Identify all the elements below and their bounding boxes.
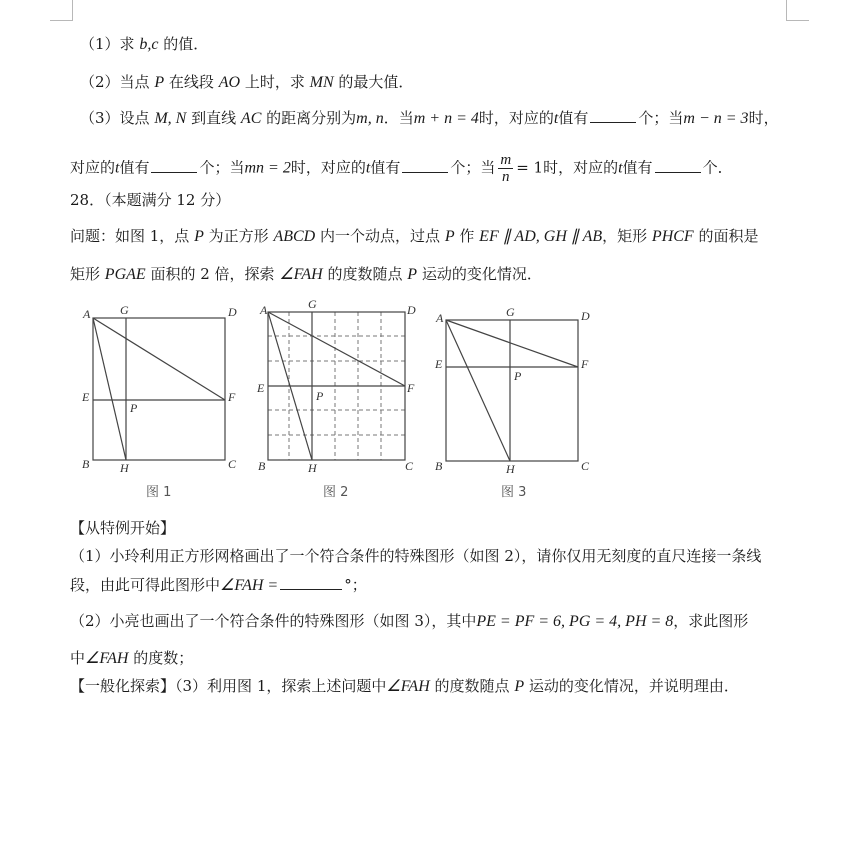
label-b: B — [258, 459, 266, 473]
figure-1 — [78, 300, 240, 505]
square-abcd — [93, 318, 225, 460]
section-heading-special: 【从特例开始】 — [70, 519, 176, 537]
q28-part1: （1）小玲利用正方形网格画出了一个符合条件的特殊图形（如图 2），请你仅用无刻度的直尺连接一条线 — [70, 547, 762, 565]
label-g: G — [308, 300, 317, 311]
label-d: D — [581, 309, 590, 323]
label-e: E — [257, 381, 265, 395]
label-e: E — [435, 357, 443, 371]
page-corner-mark — [786, 0, 809, 21]
q27-part1: （1）求 b,c 的值． — [80, 35, 209, 53]
label-d: D — [228, 305, 237, 319]
q27-part3-cont: 对应的t值有 个；当mn = 2时，对应的t值有 个；当 $\frac{m}{n}$ = 1时，对应的t值有 个． — [70, 152, 733, 185]
label-f: F — [581, 357, 589, 371]
label-e: E — [82, 390, 90, 404]
q28-header: 28．（本题满分 12 分） — [70, 191, 231, 209]
segment-af — [93, 318, 225, 400]
label-c: C — [581, 459, 590, 473]
label-c: C — [228, 457, 237, 471]
square-abcd — [446, 320, 578, 461]
answer-blank[interactable] — [280, 575, 342, 590]
answer-blank[interactable] — [402, 158, 448, 173]
label-d: D — [407, 303, 416, 317]
q27-part3: （3）设点 M, N 到直线 AC 的距离分别为m, n．当m + n = 4时，对应的t值有 个；当m − n = 3时， — [80, 109, 779, 127]
q28-part1-cont: 段，由此可得此图形中∠FAH = °； — [70, 576, 367, 594]
figure-caption: 图 1 — [146, 485, 172, 500]
label-p: P — [316, 389, 324, 403]
label-a: A — [260, 303, 268, 317]
label-h: H — [308, 461, 317, 475]
figure-caption: 图 2 — [323, 485, 349, 500]
label-g: G — [506, 305, 515, 319]
segment-ah — [93, 318, 126, 460]
label-c: C — [405, 459, 414, 473]
label-b: B — [435, 459, 443, 473]
label-f: F — [228, 390, 236, 404]
answer-blank[interactable] — [655, 158, 701, 173]
label-f: F — [407, 381, 415, 395]
answer-blank[interactable] — [590, 108, 636, 123]
q28-part2: （2）小亮也画出了一个符合条件的特殊图形（如图 3），其中PE = PF = 6, PG = 4, PH = 8，求此图形 — [70, 612, 749, 630]
label-h: H — [120, 461, 129, 475]
q28-part2-cont: 中∠FAH 的度数； — [70, 649, 194, 667]
label-h: H — [506, 462, 515, 476]
q28-part3: 【一般化探索】（3）利用图 1，探索上述问题中∠FAH 的度数随点 P 运动的变化情况，并说明理由． — [70, 677, 739, 695]
figure-2 — [255, 300, 420, 505]
label-p: P — [130, 401, 138, 415]
figure-3 — [433, 300, 598, 505]
q28-intro: 问题：如图 1，点 P 为正方形 ABCD 内一个动点，过点 P 作 EF ∥ AD, GH ∥ AB，矩形 PHCF 的面积是 — [70, 227, 759, 245]
q27-part2: （2）当点 P 在线段 AO 上时，求 MN 的最大值． — [80, 73, 414, 91]
figure-caption: 图 3 — [501, 485, 527, 500]
label-p: P — [514, 369, 522, 383]
segment-ah — [446, 320, 510, 461]
label-g: G — [120, 303, 129, 317]
label-a: A — [83, 307, 91, 321]
fraction-m-over-n: $\frac{m}{n}$ — [500, 152, 512, 185]
label-a: A — [436, 311, 444, 325]
answer-blank[interactable] — [151, 158, 197, 173]
segment-af — [446, 320, 578, 367]
q28-intro-cont: 矩形 PGAE 面积的 2 倍，探索 ∠FAH 的度数随点 P 运动的变化情况． — [70, 265, 542, 283]
label-b: B — [82, 457, 90, 471]
page-corner-mark — [50, 0, 73, 21]
